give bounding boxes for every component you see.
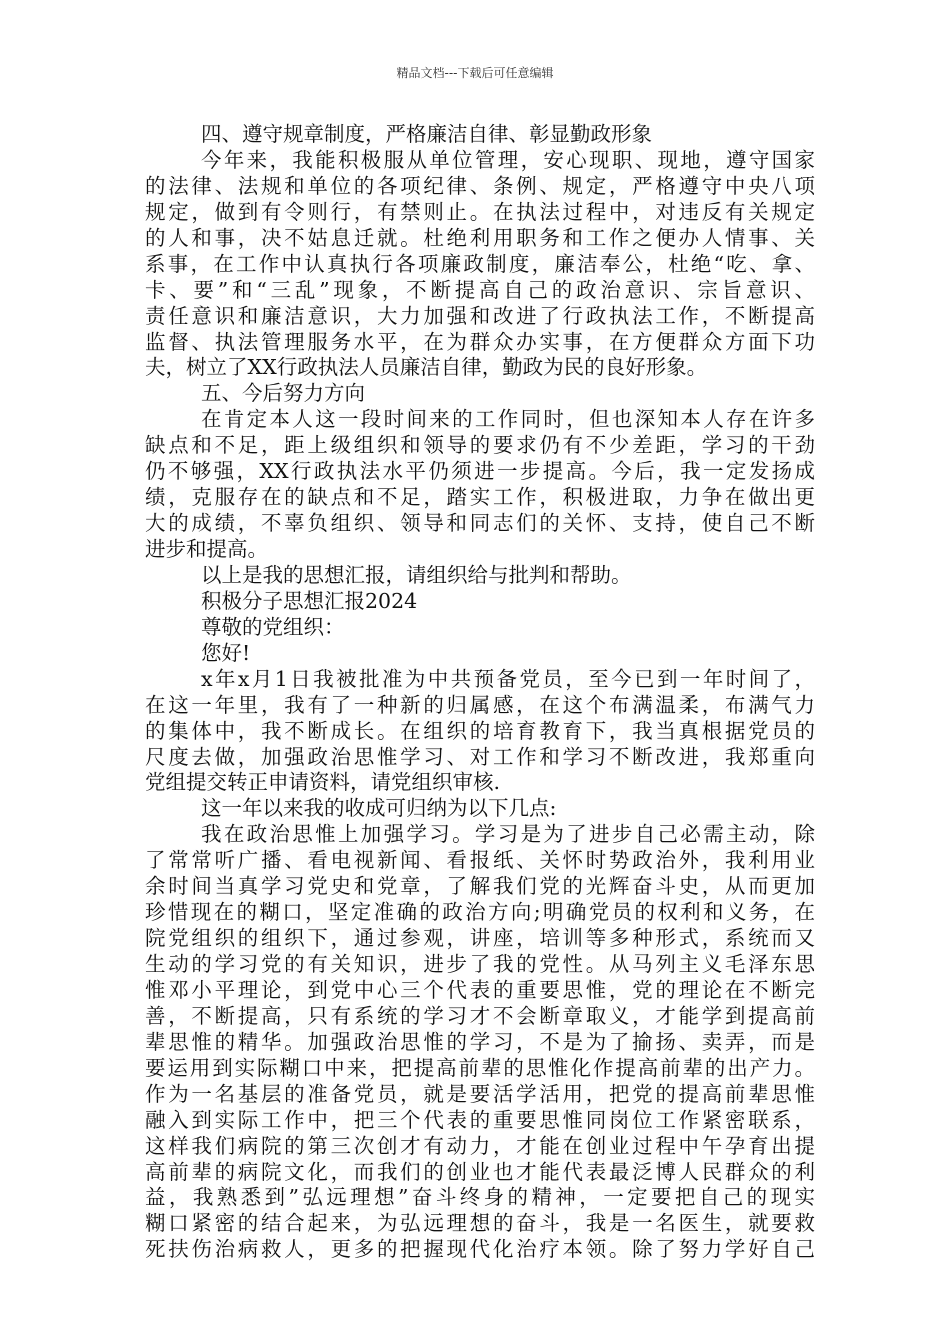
text-line: 尊敬的党组织： xyxy=(201,614,345,639)
text-line: 融入到实际工作中，把三个代表的重要思惟同岗位工作紧密联系， xyxy=(145,1107,815,1132)
text-line: 要运用到实际糊口中来，把提高前辈的思惟化作提高前辈的出产力。 xyxy=(145,1055,815,1080)
text-line: 高前辈的病院文化，而我们的创业也才能代表最泛博人民群众的利 xyxy=(145,1159,815,1184)
text-line: 五、今后努力方向 xyxy=(201,381,365,406)
text-line: x年x月1日我被批准为中共预备党员，至今已到一年时间了， xyxy=(201,666,815,691)
text-line: 进步和提高。 xyxy=(145,537,268,561)
text-line: 的集体中，我不断成长。在组织的培育教育下，我当真根据党员的 xyxy=(145,718,815,743)
text-line: 辈思惟的精华。加强政治思惟的学习，不是为了揄扬、卖弄，而是 xyxy=(145,1029,815,1054)
text-line: 以上是我的思想汇报，请组织给与批判和帮助。 xyxy=(201,562,632,587)
text-line: 糊口紧密的结合起来，为弘远理想的奋斗，我是一名医生，就要救 xyxy=(145,1211,815,1236)
text-line: 我在政治思惟上加强学习。学习是为了进步自己必需主动，除 xyxy=(201,822,815,847)
text-line: 系事，在工作中认真执行各项廉政制度，廉洁奉公，杜绝“吃、拿、 xyxy=(145,251,815,276)
text-line: 夫，树立了XX行政执法人员廉洁自律，勤政为民的良好形象。 xyxy=(145,355,708,380)
text-line: 这样我们病院的第三次创才有动力，才能在创业过程中午孕育出提 xyxy=(145,1133,815,1158)
text-line: 的人和事，决不姑息迁就。杜绝利用职务和工作之便办人情事、关 xyxy=(145,225,815,250)
text-line: 绩，克服存在的缺点和不足，踏实工作，积极进取，力争在做出更 xyxy=(145,485,815,510)
text-line: 党组提交转正申请资料，请党组织审核. xyxy=(145,770,501,795)
text-line: 死扶伤治病救人，更多的把握现代化治疗本领。除了努力学好自己 xyxy=(145,1237,815,1262)
text-line: 的法律、法规和单位的各项纪律、条例、规定，严格遵守中央八项 xyxy=(145,173,815,198)
text-line: 善，不断提高，只有系统的学习才不会断章取义，才能学到提高前 xyxy=(145,1003,815,1028)
text-line: 规定，做到有令则行，有禁则止。在执法过程中，对违反有关规定 xyxy=(145,199,815,224)
text-line: 这一年以来我的收成可归纳为以下几点: xyxy=(201,796,557,821)
text-line: 了常常听广播、看电视新闻、看报纸、关怀时势政治外，我利用业 xyxy=(145,848,815,873)
text-line: 院党组织的组织下，通过参观，讲座，培训等多种形式，系统而又 xyxy=(145,926,815,951)
text-line: 大的成绩，不辜负组织、领导和同志们的关怀、支持，使自己不断 xyxy=(145,511,815,536)
page-header: 精品文档---下载后可任意编辑 xyxy=(396,66,554,80)
text-line: 今年来，我能积极服从单位管理，安心现职、现地，遵守国家 xyxy=(201,147,815,172)
document-body xyxy=(145,122,815,1263)
text-line: 尺度去做，加强政治思惟学习、对工作和学习不断改进，我郑重向 xyxy=(145,744,815,769)
text-line: 缺点和不足，距上级组织和领导的要求仍有不少差距，学习的干劲 xyxy=(145,433,815,458)
text-line: 作为一名基层的准备党员，就是要活学活用，把党的提高前辈思惟 xyxy=(145,1081,815,1106)
text-line: 益，我熟悉到”弘远理想”奋斗终身的精神，一定要把自己的现实 xyxy=(145,1185,815,1210)
text-line: 在这一年里，我有了一种新的归属感，在这个布满温柔，布满气力 xyxy=(145,692,815,717)
text-line: 在肯定本人这一段时间来的工作同时，但也深知本人存在许多 xyxy=(201,407,815,432)
text-line: 仍不够强，XX行政执法水平仍须进一步提高。今后，我一定发扬成 xyxy=(145,459,815,484)
text-line: 积极分子思想汇报2024 xyxy=(201,588,418,613)
text-line: 生动的学习党的有关知识，进步了我的党性。从马列主义毛泽东思 xyxy=(145,952,815,976)
text-line: 余时间当真学习党史和党章，了解我们党的光辉奋斗史，从而更加 xyxy=(145,874,815,899)
text-line: 卡、要”和“三乱”现象，不断提高自己的政治意识、宗旨意识、 xyxy=(145,277,815,302)
text-line: 您好! xyxy=(201,640,251,665)
text-line: 珍惜现在的糊口，坚定准确的政治方向;明确党员的权利和义务，在 xyxy=(145,900,815,925)
text-line: 监督、执法管理服务水平，在为群众办实事，在方便群众方面下功 xyxy=(145,329,815,354)
text-line: 惟邓小平理论，到党中心三个代表的重要思惟，党的理论在不断完 xyxy=(145,977,815,1002)
text-line: 四、遵守规章制度，严格廉洁自律、彰显勤政形象 xyxy=(201,122,652,146)
text-line: 责任意识和廉洁意识，大力加强和改进了行政执法工作，不断提高 xyxy=(145,303,815,328)
